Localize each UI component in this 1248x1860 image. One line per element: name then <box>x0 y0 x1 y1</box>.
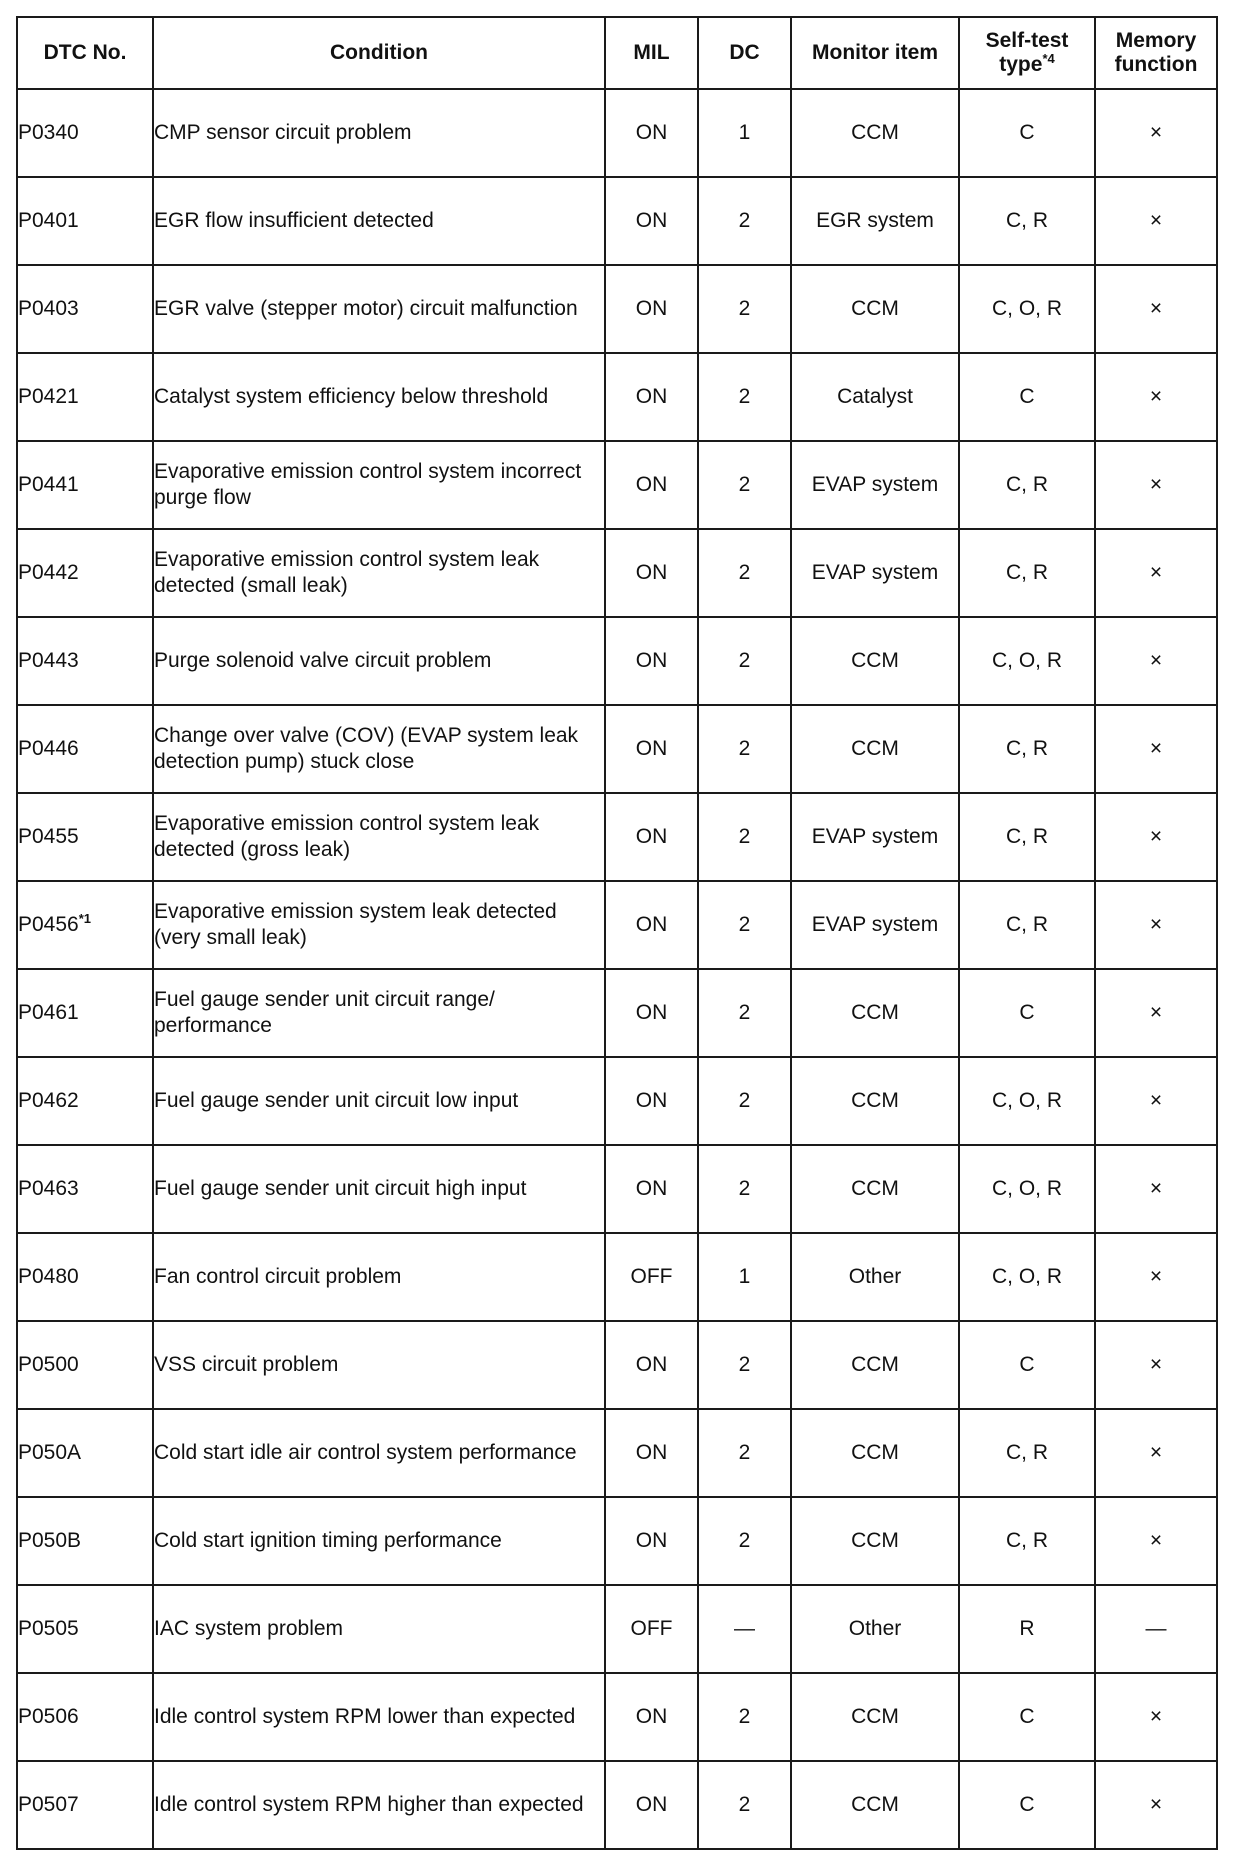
memory-function-cell: × <box>1095 1497 1217 1585</box>
header-dtc-no: DTC No. <box>17 17 153 89</box>
memory-function-cell: × <box>1095 89 1217 177</box>
dtc-code: P0506 <box>18 1705 79 1728</box>
mil-cell: ON <box>605 1673 698 1761</box>
dtc-code-cell <box>17 353 153 441</box>
condition-cell: Evaporative emission control system leak detected (small leak) <box>153 529 605 617</box>
memory-function-cell: × <box>1095 881 1217 969</box>
dc-cell: 2 <box>698 1497 791 1585</box>
condition-cell: Evaporative emission control system incorrect purge flow <box>153 441 605 529</box>
self-test-type-cell: C, R <box>959 529 1095 617</box>
self-test-type-cell: C <box>959 89 1095 177</box>
dtc-code-cell <box>17 1057 153 1145</box>
memory-function-cell: × <box>1095 1321 1217 1409</box>
memory-function-cell: × <box>1095 265 1217 353</box>
mil-cell: ON <box>605 1409 698 1497</box>
dc-cell: 2 <box>698 969 791 1057</box>
table-row <box>17 1321 1217 1409</box>
memory-function-cell: × <box>1095 969 1217 1057</box>
self-test-type-cell: C, R <box>959 881 1095 969</box>
dtc-table-container <box>16 16 1216 1850</box>
mil-cell: ON <box>605 793 698 881</box>
self-test-type-cell: C <box>959 1673 1095 1761</box>
dc-cell: 2 <box>698 617 791 705</box>
table-row <box>17 617 1217 705</box>
header-monitor-item: Monitor item <box>791 17 959 89</box>
condition-cell: Evaporative emission control system leak detected (gross leak) <box>153 793 605 881</box>
mil-cell: ON <box>605 353 698 441</box>
header-dc: DC <box>698 17 791 89</box>
self-test-type-cell: C, R <box>959 1497 1095 1585</box>
memory-function-cell: × <box>1095 617 1217 705</box>
dtc-code: P0500 <box>18 1353 79 1376</box>
condition-cell: EGR valve (stepper motor) circuit malfunction <box>153 265 605 353</box>
memory-function-cell: — <box>1095 1585 1217 1673</box>
dtc-code-cell <box>17 881 153 969</box>
mil-cell: ON <box>605 1057 698 1145</box>
condition-cell: Catalyst system efficiency below threshold <box>153 353 605 441</box>
dtc-code-cell <box>17 793 153 881</box>
dtc-code-cell <box>17 89 153 177</box>
dtc-code: P0340 <box>18 121 79 144</box>
dtc-code: P050B <box>18 1529 82 1552</box>
memory-function-cell: × <box>1095 1233 1217 1321</box>
monitor-item-cell: CCM <box>791 1145 959 1233</box>
monitor-item-cell: CCM <box>791 1761 959 1849</box>
mil-cell: ON <box>605 177 698 265</box>
monitor-item-cell: CCM <box>791 617 959 705</box>
mil-cell: OFF <box>605 1585 698 1673</box>
monitor-item-cell: Other <box>791 1585 959 1673</box>
self-test-type-cell: C, O, R <box>959 1233 1095 1321</box>
memory-function-cell: × <box>1095 1145 1217 1233</box>
dtc-code-cell <box>17 441 153 529</box>
memory-function-cell: × <box>1095 1409 1217 1497</box>
header-self-test-type <box>959 17 1095 89</box>
condition-cell: VSS circuit problem <box>153 1321 605 1409</box>
table-row <box>17 265 1217 353</box>
dc-cell: 2 <box>698 1761 791 1849</box>
header-self-test-line2: type <box>999 53 1043 76</box>
self-test-type-cell: C, R <box>959 793 1095 881</box>
table-row <box>17 1497 1217 1585</box>
dtc-code-cell <box>17 1321 153 1409</box>
condition-cell: Fan control circuit problem <box>153 1233 605 1321</box>
monitor-item-cell: CCM <box>791 969 959 1057</box>
condition-cell: CMP sensor circuit problem <box>153 89 605 177</box>
header-memory-line2: function <box>1114 53 1198 76</box>
table-row <box>17 881 1217 969</box>
monitor-item-cell: EGR system <box>791 177 959 265</box>
mil-cell: ON <box>605 1761 698 1849</box>
dtc-code-cell <box>17 529 153 617</box>
dc-cell: 2 <box>698 529 791 617</box>
header-row <box>17 17 1217 89</box>
monitor-item-cell: EVAP system <box>791 441 959 529</box>
table-row <box>17 441 1217 529</box>
condition-cell: Fuel gauge sender unit circuit low input <box>153 1057 605 1145</box>
mil-cell: ON <box>605 89 698 177</box>
table-row <box>17 705 1217 793</box>
dc-cell: 2 <box>698 1673 791 1761</box>
table-row <box>17 1409 1217 1497</box>
monitor-item-cell: CCM <box>791 1321 959 1409</box>
self-test-type-cell: C <box>959 353 1095 441</box>
condition-cell: Evaporative emission system leak detected (very small leak) <box>153 881 605 969</box>
mil-cell: ON <box>605 1321 698 1409</box>
monitor-item-cell: CCM <box>791 1673 959 1761</box>
memory-function-cell: × <box>1095 441 1217 529</box>
header-self-test-line1: Self-test <box>985 29 1069 52</box>
condition-cell: Fuel gauge sender unit circuit range/ performance <box>153 969 605 1057</box>
self-test-type-cell: C, R <box>959 1409 1095 1497</box>
condition-cell: Idle control system RPM higher than expected <box>153 1761 605 1849</box>
mil-cell: OFF <box>605 1233 698 1321</box>
mil-cell: ON <box>605 969 698 1057</box>
dtc-code-cell <box>17 1233 153 1321</box>
self-test-type-cell: C, R <box>959 705 1095 793</box>
dc-cell: 2 <box>698 1145 791 1233</box>
header-memory-function <box>1095 17 1217 89</box>
dtc-code-cell <box>17 1761 153 1849</box>
self-test-type-cell: C, R <box>959 177 1095 265</box>
header-self-test-footnote: *4 <box>1042 51 1055 66</box>
monitor-item-cell: EVAP system <box>791 881 959 969</box>
condition-cell: Cold start ignition timing performance <box>153 1497 605 1585</box>
dtc-code: P0480 <box>18 1265 79 1288</box>
memory-function-cell: × <box>1095 1761 1217 1849</box>
condition-cell: Change over valve (COV) (EVAP system leak detection pump) stuck close <box>153 705 605 793</box>
dc-cell: 2 <box>698 1409 791 1497</box>
memory-function-cell: × <box>1095 177 1217 265</box>
monitor-item-cell: EVAP system <box>791 529 959 617</box>
dc-cell: — <box>698 1585 791 1673</box>
table-row <box>17 1057 1217 1145</box>
memory-function-cell: × <box>1095 705 1217 793</box>
dc-cell: 2 <box>698 265 791 353</box>
dtc-code: P050A <box>18 1441 82 1464</box>
dtc-code-cell <box>17 617 153 705</box>
condition-cell: Fuel gauge sender unit circuit high input <box>153 1145 605 1233</box>
dtc-code-cell <box>17 1673 153 1761</box>
dtc-code: P0401 <box>18 209 79 232</box>
monitor-item-cell: CCM <box>791 265 959 353</box>
mil-cell: ON <box>605 1497 698 1585</box>
self-test-type-cell: C, R <box>959 441 1095 529</box>
header-memory-line1: Memory <box>1115 29 1197 52</box>
mil-cell: ON <box>605 705 698 793</box>
condition-cell: IAC system problem <box>153 1585 605 1673</box>
monitor-item-cell: CCM <box>791 1497 959 1585</box>
dtc-code: P0456 <box>18 913 79 936</box>
self-test-type-cell: C, O, R <box>959 265 1095 353</box>
memory-function-cell: × <box>1095 1057 1217 1145</box>
monitor-item-cell: Other <box>791 1233 959 1321</box>
table-row <box>17 1145 1217 1233</box>
memory-function-cell: × <box>1095 353 1217 441</box>
condition-cell: Cold start idle air control system performance <box>153 1409 605 1497</box>
dc-cell: 2 <box>698 705 791 793</box>
dtc-code: P0462 <box>18 1089 79 1112</box>
condition-cell: EGR flow insufficient detected <box>153 177 605 265</box>
condition-cell: Purge solenoid valve circuit problem <box>153 617 605 705</box>
monitor-item-cell: CCM <box>791 1057 959 1145</box>
dc-cell: 1 <box>698 89 791 177</box>
mil-cell: ON <box>605 881 698 969</box>
table-row <box>17 89 1217 177</box>
self-test-type-cell: C, O, R <box>959 617 1095 705</box>
dtc-code-cell <box>17 969 153 1057</box>
dtc-code: P0455 <box>18 825 79 848</box>
self-test-type-cell: C, O, R <box>959 1057 1095 1145</box>
dtc-code-cell <box>17 1409 153 1497</box>
memory-function-cell: × <box>1095 793 1217 881</box>
self-test-type-cell: R <box>959 1585 1095 1673</box>
dtc-table <box>16 16 1218 1850</box>
dtc-code: P0421 <box>18 385 79 408</box>
mil-cell: ON <box>605 617 698 705</box>
dtc-code: P0443 <box>18 649 79 672</box>
dtc-code-cell <box>17 265 153 353</box>
dtc-footnote: *1 <box>78 911 92 926</box>
dc-cell: 2 <box>698 441 791 529</box>
dtc-table-body <box>17 89 1217 1849</box>
mil-cell: ON <box>605 265 698 353</box>
dtc-code: P0441 <box>18 473 79 496</box>
dc-cell: 2 <box>698 793 791 881</box>
table-row <box>17 1585 1217 1673</box>
mil-cell: ON <box>605 441 698 529</box>
header-condition: Condition <box>153 17 605 89</box>
header-mil: MIL <box>605 17 698 89</box>
dtc-code-cell <box>17 705 153 793</box>
monitor-item-cell: CCM <box>791 705 959 793</box>
self-test-type-cell: C <box>959 969 1095 1057</box>
dc-cell: 2 <box>698 1057 791 1145</box>
table-row <box>17 969 1217 1057</box>
dc-cell: 2 <box>698 881 791 969</box>
dtc-code-cell <box>17 1585 153 1673</box>
dtc-code: P0505 <box>18 1617 79 1640</box>
monitor-item-cell: EVAP system <box>791 793 959 881</box>
self-test-type-cell: C <box>959 1761 1095 1849</box>
table-row <box>17 1761 1217 1849</box>
table-row <box>17 353 1217 441</box>
dc-cell: 2 <box>698 353 791 441</box>
self-test-type-cell: C <box>959 1321 1095 1409</box>
condition-cell: Idle control system RPM lower than expected <box>153 1673 605 1761</box>
dtc-code-cell <box>17 1497 153 1585</box>
mil-cell: ON <box>605 529 698 617</box>
mil-cell: ON <box>605 1145 698 1233</box>
monitor-item-cell: CCM <box>791 1409 959 1497</box>
monitor-item-cell: CCM <box>791 89 959 177</box>
dtc-code: P0403 <box>18 297 79 320</box>
dc-cell: 1 <box>698 1233 791 1321</box>
dc-cell: 2 <box>698 1321 791 1409</box>
memory-function-cell: × <box>1095 1673 1217 1761</box>
table-row <box>17 793 1217 881</box>
dtc-code: P0461 <box>18 1001 79 1024</box>
table-row <box>17 1233 1217 1321</box>
dtc-code: P0442 <box>18 561 79 584</box>
table-row <box>17 529 1217 617</box>
memory-function-cell: × <box>1095 529 1217 617</box>
dtc-code: P0446 <box>18 737 79 760</box>
table-row <box>17 1673 1217 1761</box>
dtc-code: P0507 <box>18 1793 79 1816</box>
self-test-type-cell: C, O, R <box>959 1145 1095 1233</box>
dtc-code-cell <box>17 177 153 265</box>
dc-cell: 2 <box>698 177 791 265</box>
table-row <box>17 177 1217 265</box>
dtc-code-cell <box>17 1145 153 1233</box>
dtc-code: P0463 <box>18 1177 79 1200</box>
monitor-item-cell: Catalyst <box>791 353 959 441</box>
